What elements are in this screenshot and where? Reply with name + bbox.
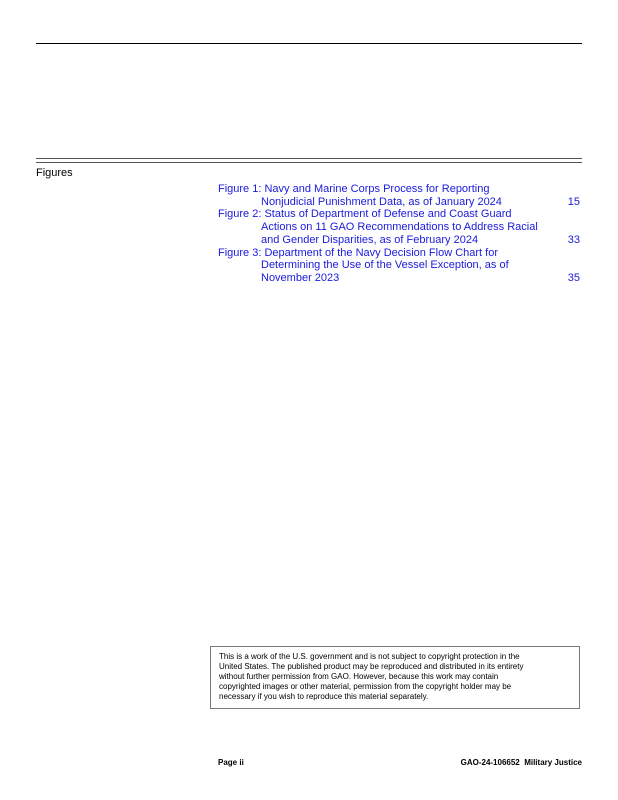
- figure-entry-line: November 2023: [261, 271, 340, 284]
- figure-entry-line: and Gender Disparities, as of February 2024: [261, 233, 479, 246]
- figure-list: [218, 183, 582, 285]
- figure-page-number: 15: [567, 195, 580, 208]
- notice-line: necessary if you wish to reproduce this material separately.: [219, 692, 429, 701]
- figure-entry-line: Determining the Use of the Vessel Exception, as of: [261, 259, 509, 272]
- figure-entry-line: Nonjudicial Punishment Data, as of January 2024: [261, 195, 502, 208]
- figure-entry-line: Figure 3: Department of the Navy Decision Flow Chart for: [218, 246, 499, 259]
- notice-line: without further permission from GAO. However, because this work may contain: [219, 672, 499, 681]
- figure-page-number: 33: [567, 233, 580, 246]
- notice-line: United States. The published product may be reproduced and distributed in its entirety: [219, 662, 524, 671]
- figure-entry-1[interactable]: [218, 183, 582, 208]
- figure-page-number: 35: [567, 271, 580, 284]
- notice-line: copyrighted images or other material, permission from the copyright holder may be: [219, 682, 512, 691]
- figure-entry-3[interactable]: [218, 247, 582, 285]
- section-divider: [36, 158, 582, 163]
- figure-entry-2[interactable]: [218, 208, 582, 246]
- footer-page-label: Page ii: [218, 758, 244, 767]
- section-heading: Figures: [36, 167, 73, 179]
- footer-report-id: GAO-24-106652 Military Justice: [460, 758, 582, 767]
- copyright-notice: [210, 646, 580, 709]
- figure-entry-line: Figure 1: Navy and Marine Corps Process for Reporting: [218, 183, 490, 195]
- header-rule: [36, 43, 582, 44]
- figure-entry-line: Actions on 11 GAO Recommendations to Address Racial: [261, 221, 538, 234]
- figure-entry-line: Figure 2: Status of Department of Defense and Coast Guard: [218, 208, 512, 221]
- notice-line: This is a work of the U.S. government and is not subject to copyright protection in the: [219, 652, 520, 661]
